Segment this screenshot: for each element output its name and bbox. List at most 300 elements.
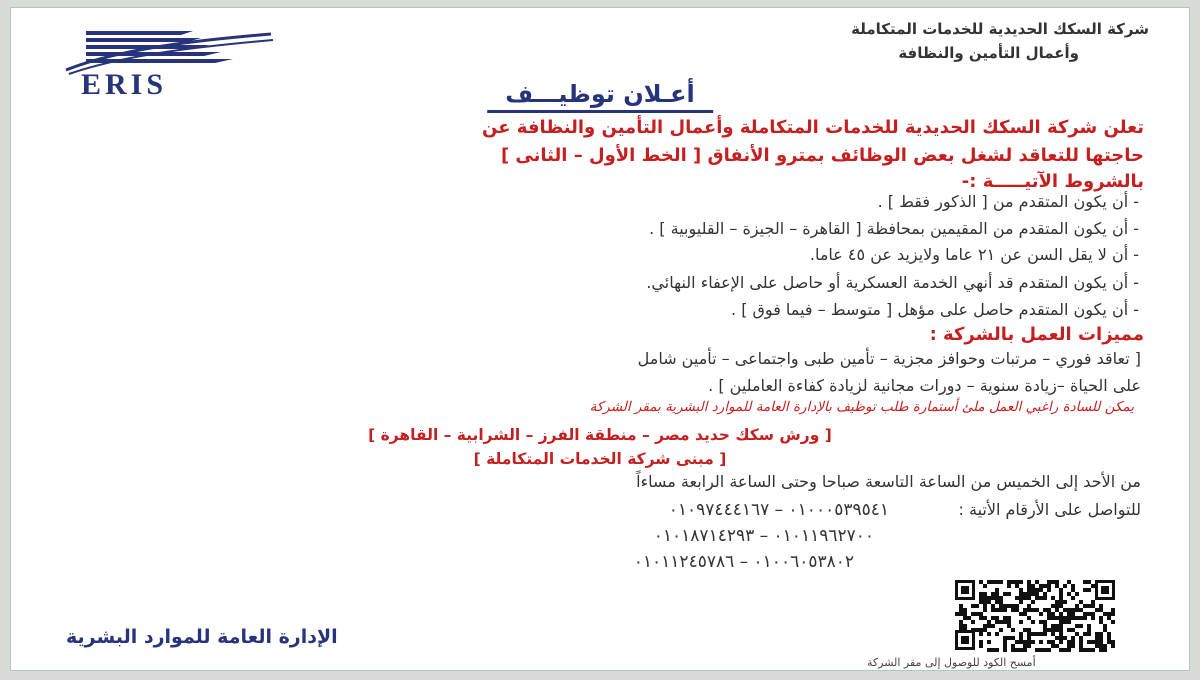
qr-module <box>1019 636 1023 640</box>
qr-module <box>1055 608 1059 612</box>
qr-module <box>1043 584 1047 588</box>
qr-module <box>1071 596 1075 600</box>
qr-module <box>1087 640 1091 644</box>
qr-module <box>1079 624 1083 628</box>
qr-module <box>963 608 967 612</box>
qr-module <box>1019 632 1023 636</box>
qr-module <box>1047 584 1051 588</box>
qr-module <box>1047 580 1051 584</box>
application-locations: [ ورش سكك حديد مصر – منطقة الفرز – الشرابية – القاهرة ] <box>368 426 832 444</box>
qr-module <box>1007 616 1011 620</box>
qr-module <box>1111 640 1115 644</box>
qr-module <box>1055 584 1059 588</box>
qr-module <box>1055 604 1059 608</box>
qr-module <box>1067 616 1071 620</box>
qr-module <box>1107 632 1111 636</box>
qr-module <box>1031 600 1035 604</box>
working-hours: من الأحد إلى الخميس من الساعة التاسعة صباحا وحتى الساعة الرابعة مساءاً <box>636 472 1141 491</box>
qr-module <box>1019 648 1023 652</box>
qr-module <box>1039 612 1043 616</box>
qr-module <box>991 648 995 652</box>
qr-module <box>1051 628 1055 632</box>
qr-module <box>1103 612 1107 616</box>
qr-module <box>1027 640 1031 644</box>
qr-module <box>995 580 999 584</box>
qr-module <box>1083 616 1087 620</box>
qr-module <box>1075 604 1079 608</box>
qr-module <box>1075 632 1079 636</box>
qr-module <box>1043 608 1047 612</box>
qr-module <box>1087 588 1091 592</box>
qr-module <box>1079 608 1083 612</box>
qr-module <box>1011 628 1015 632</box>
qr-module <box>979 600 983 604</box>
qr-module <box>1031 640 1035 644</box>
qr-module <box>1083 648 1087 652</box>
qr-module <box>983 600 987 604</box>
qr-module <box>1027 616 1031 620</box>
qr-module <box>1091 584 1095 588</box>
qr-module <box>999 628 1003 632</box>
qr-module <box>959 620 963 624</box>
qr-module <box>1099 616 1103 620</box>
qr-module <box>1019 620 1023 624</box>
qr-module <box>971 604 975 608</box>
qr-module <box>1019 580 1023 584</box>
qr-module <box>1027 628 1031 632</box>
company-name-line-2: وأعمال التأمين والنظافة <box>898 44 1079 62</box>
qr-module <box>1007 584 1011 588</box>
qr-module <box>1019 596 1023 600</box>
condition-item: - أن يكون المتقدم قد أنهي الخدمة العسكرية أو حاصل على الإعفاء النهائي. <box>646 273 1139 292</box>
qr-module <box>1047 640 1051 644</box>
qr-module <box>991 604 995 608</box>
qr-module <box>1047 588 1051 592</box>
qr-module <box>979 640 983 644</box>
qr-module <box>995 648 999 652</box>
qr-module <box>975 628 979 632</box>
qr-module <box>1059 592 1063 596</box>
qr-module <box>1019 588 1023 592</box>
qr-module <box>1055 628 1059 632</box>
qr-module <box>1067 620 1071 624</box>
qr-module <box>1015 604 1019 608</box>
qr-module <box>1039 596 1043 600</box>
qr-module <box>999 604 1003 608</box>
qr-module <box>1087 628 1091 632</box>
qr-module <box>1051 604 1055 608</box>
qr-module <box>1095 632 1099 636</box>
qr-module <box>1059 616 1063 620</box>
qr-module <box>1091 648 1095 652</box>
qr-module <box>1071 628 1075 632</box>
qr-module <box>1087 648 1091 652</box>
qr-module <box>1103 644 1107 648</box>
company-name-line-1: شركة السكك الحديدية للخدمات المتكاملة <box>851 20 1149 38</box>
qr-module <box>1059 588 1063 592</box>
qr-module <box>1059 600 1063 604</box>
qr-module <box>991 596 995 600</box>
qr-module <box>1027 636 1031 640</box>
qr-module <box>1043 632 1047 636</box>
qr-module <box>1051 632 1055 636</box>
qr-module <box>1031 588 1035 592</box>
qr-module <box>1035 608 1039 612</box>
qr-module <box>983 604 987 608</box>
qr-module <box>1031 620 1035 624</box>
qr-module <box>963 616 967 620</box>
qr-module <box>1059 612 1063 616</box>
qr-module <box>979 628 983 632</box>
qr-module <box>1107 616 1111 620</box>
qr-module <box>1027 592 1031 596</box>
qr-module <box>1103 628 1107 632</box>
qr-module <box>1023 628 1027 632</box>
qr-code[interactable] <box>953 578 1117 652</box>
qr-module <box>1059 648 1063 652</box>
qr-module <box>1091 600 1095 604</box>
qr-module <box>983 616 987 620</box>
qr-module <box>1015 584 1019 588</box>
qr-module <box>1067 648 1071 652</box>
qr-module <box>1043 624 1047 628</box>
qr-module <box>1015 596 1019 600</box>
qr-module <box>1039 620 1043 624</box>
qr-module <box>1079 616 1083 620</box>
qr-module <box>959 612 963 616</box>
announcement-title: أعـلان توظيـــف <box>487 80 713 113</box>
qr-module <box>1015 640 1019 644</box>
qr-module <box>1027 604 1031 608</box>
qr-module <box>1111 620 1115 624</box>
qr-module <box>1079 600 1083 604</box>
qr-module <box>1059 640 1063 644</box>
qr-module <box>1055 624 1059 628</box>
qr-module <box>1079 636 1083 640</box>
qr-module <box>983 628 987 632</box>
application-building: [ مبنى شركة الخدمات المتكاملة ] <box>473 450 727 468</box>
qr-module <box>1047 628 1051 632</box>
qr-module <box>1003 636 1007 640</box>
qr-module <box>1091 612 1095 616</box>
qr-module <box>963 628 967 632</box>
qr-module <box>1067 608 1071 612</box>
qr-module <box>1063 608 1067 612</box>
qr-module <box>1087 604 1091 608</box>
qr-module <box>1075 608 1079 612</box>
condition-item: - أن لا يقل السن عن ٢١ عاما ولايزيد عن ٤٥ عاما. <box>809 245 1139 264</box>
qr-module <box>987 632 991 636</box>
qr-module <box>987 640 991 644</box>
qr-module <box>1099 632 1103 636</box>
qr-module <box>1043 596 1047 600</box>
qr-module <box>1039 640 1043 644</box>
qr-module <box>979 644 983 648</box>
qr-module <box>1051 644 1055 648</box>
qr-module <box>1011 636 1015 640</box>
qr-module <box>1023 608 1027 612</box>
qr-module <box>1043 648 1047 652</box>
qr-module <box>995 608 999 612</box>
qr-module <box>1107 612 1111 616</box>
qr-module <box>983 608 987 612</box>
qr-module <box>1111 608 1115 612</box>
qr-module <box>1039 648 1043 652</box>
qr-module <box>1035 596 1039 600</box>
qr-module <box>1003 592 1007 596</box>
qr-module <box>1067 640 1071 644</box>
qr-module <box>1099 608 1103 612</box>
qr-module <box>1027 584 1031 588</box>
qr-module <box>995 596 999 600</box>
phone-numbers-row: ٠١٠٠٦٠٥٣٨٠٢ – ٠١٠١١٢٤٥٧٨٦ <box>633 552 854 572</box>
qr-module <box>1075 624 1079 628</box>
condition-item: - أن يكون المتقدم من المقيمين بمحافظة [ القاهرة – الجيزة – القليوبية ] . <box>649 219 1139 238</box>
qr-module <box>1035 588 1039 592</box>
qr-module <box>1087 624 1091 628</box>
qr-module <box>1099 620 1103 624</box>
qr-module <box>1011 604 1015 608</box>
qr-module <box>1031 632 1035 636</box>
qr-module <box>1003 644 1007 648</box>
qr-module <box>959 628 963 632</box>
qr-module <box>1019 640 1023 644</box>
benefits-heading: مميزات العمل بالشركة : <box>929 324 1144 345</box>
qr-module <box>1059 632 1063 636</box>
qr-module <box>1059 624 1063 628</box>
qr-module <box>1083 632 1087 636</box>
qr-module <box>1003 608 1007 612</box>
qr-module <box>975 604 979 608</box>
qr-module <box>995 620 999 624</box>
qr-module <box>987 620 991 624</box>
qr-caption: أمسح الكود للوصول إلى مقر الشركة <box>867 656 1036 669</box>
qr-module <box>1011 580 1015 584</box>
benefits-line-2: على الحياة –زيادة سنوية – دورات مجانية لزيادة كفاءة العاملين ] . <box>708 376 1141 395</box>
condition-item: - أن يكون المتقدم حاصل على مؤهل [ متوسط – فيما فوق ] . <box>731 300 1139 319</box>
qr-module <box>1035 580 1039 584</box>
qr-module <box>1051 640 1055 644</box>
qr-module <box>1107 636 1111 640</box>
qr-module <box>1023 596 1027 600</box>
qr-module <box>1067 592 1071 596</box>
qr-module <box>1023 644 1027 648</box>
qr-module <box>991 608 995 612</box>
qr-module <box>1099 644 1103 648</box>
qr-module <box>1071 588 1075 592</box>
qr-module <box>1035 648 1039 652</box>
qr-module <box>1067 628 1071 632</box>
qr-module <box>999 596 1003 600</box>
qr-module <box>1063 648 1067 652</box>
qr-module <box>991 616 995 620</box>
qr-module <box>999 600 1003 604</box>
qr-module <box>1071 636 1075 640</box>
qr-module <box>1087 612 1091 616</box>
qr-module <box>963 624 967 628</box>
eris-logo <box>61 26 293 98</box>
qr-module <box>1011 608 1015 612</box>
qr-module <box>1055 616 1059 620</box>
qr-module <box>987 648 991 652</box>
qr-module <box>999 580 1003 584</box>
qr-module <box>1075 616 1079 620</box>
qr-module <box>1055 644 1059 648</box>
qr-module <box>995 588 999 592</box>
qr-module <box>959 608 963 612</box>
intro-line-2: حاجتها للتعاقد لشغل بعض الوظائف بمترو الأنفاق [ الخط الأول – الثانى ] <box>500 145 1144 166</box>
qr-module <box>983 592 987 596</box>
application-note: يمكن للسادة راغبي العمل ملئ أستمارة طلب توظيف بالإدارة العامة للموارد البشرية بمقر الشركة <box>589 399 1134 415</box>
qr-module <box>1015 648 1019 652</box>
qr-module <box>959 604 963 608</box>
qr-module <box>1039 588 1043 592</box>
qr-module <box>959 624 963 628</box>
qr-module <box>1011 644 1015 648</box>
benefits-line-1: [ تعاقد فوري – مرتبات وحوافز مجزية – تأمين طبى واجتماعى – تأمين شامل <box>637 349 1141 368</box>
qr-module <box>1055 580 1059 584</box>
qr-module <box>1031 584 1035 588</box>
qr-module <box>1019 612 1023 616</box>
qr-module <box>971 612 975 616</box>
qr-module <box>1027 632 1031 636</box>
qr-module <box>1083 612 1087 616</box>
qr-module <box>967 616 971 620</box>
qr-module <box>1099 604 1103 608</box>
qr-module <box>1007 620 1011 624</box>
qr-module <box>1079 644 1083 648</box>
qr-module <box>1055 600 1059 604</box>
qr-module <box>995 632 999 636</box>
qr-module <box>1019 592 1023 596</box>
qr-module <box>1079 640 1083 644</box>
qr-module <box>1003 640 1007 644</box>
qr-module <box>983 584 987 588</box>
qr-module <box>1095 640 1099 644</box>
qr-module <box>1043 620 1047 624</box>
qr-module <box>987 600 991 604</box>
qr-module <box>1063 600 1067 604</box>
qr-module <box>1027 596 1031 600</box>
qr-module <box>1067 580 1071 584</box>
qr-module <box>979 612 983 616</box>
qr-module <box>1047 648 1051 652</box>
qr-module <box>1059 628 1063 632</box>
qr-module <box>1099 636 1103 640</box>
qr-module <box>1035 632 1039 636</box>
qr-module <box>971 620 975 624</box>
qr-module <box>1067 644 1071 648</box>
qr-module <box>1083 588 1087 592</box>
qr-module <box>1043 628 1047 632</box>
qr-module <box>1019 600 1023 604</box>
qr-module <box>1087 580 1091 584</box>
qr-module <box>1051 616 1055 620</box>
contact-label: للتواصل على الأرقام الأتية : <box>958 500 1141 519</box>
qr-module <box>1027 608 1031 612</box>
qr-module <box>987 624 991 628</box>
qr-module <box>1091 604 1095 608</box>
qr-module <box>979 592 983 596</box>
qr-module <box>1095 644 1099 648</box>
qr-module <box>999 620 1003 624</box>
qr-module <box>1059 636 1063 640</box>
qr-module <box>1027 580 1031 584</box>
qr-module <box>1031 592 1035 596</box>
qr-module <box>991 592 995 596</box>
qr-module <box>1011 648 1015 652</box>
qr-module <box>955 612 959 616</box>
qr-module <box>1007 580 1011 584</box>
qr-module <box>1091 616 1095 620</box>
qr-module <box>1043 592 1047 596</box>
phone-numbers-row: ٠١٠١١٩٦٢٧٠٠ – ٠١٠١٨٧١٤٢٩٣ <box>653 526 874 546</box>
intro-line-1: تعلن شركة السكك الحديدية للخدمات المتكاملة وأعمال التأمين والنظافة عن <box>482 117 1144 138</box>
qr-module <box>1007 624 1011 628</box>
qr-module <box>983 624 987 628</box>
qr-module <box>1003 604 1007 608</box>
qr-module <box>1111 612 1115 616</box>
qr-module <box>963 612 967 616</box>
qr-module <box>991 624 995 628</box>
qr-module <box>1003 648 1007 652</box>
qr-module <box>1095 636 1099 640</box>
qr-module <box>1007 604 1011 608</box>
qr-module <box>979 616 983 620</box>
qr-module <box>1023 612 1027 616</box>
qr-module <box>1003 616 1007 620</box>
qr-module <box>971 628 975 632</box>
qr-module <box>995 600 999 604</box>
qr-module <box>1063 620 1067 624</box>
qr-module <box>1039 632 1043 636</box>
qr-module <box>1071 640 1075 644</box>
logo-text: ERIS <box>81 68 168 98</box>
qr-module <box>1059 604 1063 608</box>
hr-department-signature: الإدارة العامة للموارد البشرية <box>66 626 338 648</box>
qr-module <box>995 592 999 596</box>
qr-module <box>1071 612 1075 616</box>
qr-module <box>1051 624 1055 628</box>
qr-module <box>1071 608 1075 612</box>
qr-module <box>1027 644 1031 648</box>
qr-module <box>1071 584 1075 588</box>
qr-module <box>1095 608 1099 612</box>
qr-module <box>991 580 995 584</box>
qr-module <box>1003 620 1007 624</box>
qr-module <box>1031 608 1035 612</box>
qr-module <box>1059 620 1063 624</box>
qr-module <box>1039 584 1043 588</box>
qr-module <box>1063 636 1067 640</box>
qr-module <box>1047 616 1051 620</box>
qr-module <box>979 596 983 600</box>
qr-module <box>1027 588 1031 592</box>
qr-module <box>1083 604 1087 608</box>
qr-module <box>1063 616 1067 620</box>
qr-module <box>1099 640 1103 644</box>
qr-module <box>987 580 991 584</box>
qr-module <box>1051 580 1055 584</box>
conditions-heading: بالشروط الآتيـــــة :- <box>961 171 1144 192</box>
qr-module <box>1023 592 1027 596</box>
qr-module <box>1111 644 1115 648</box>
qr-module <box>1107 640 1111 644</box>
phone-numbers-row: ٠١٠٠٠٥٣٩٥٤١ – ٠١٠٩٧٤٤٤١٦٧ <box>668 500 889 520</box>
qr-module <box>1103 648 1107 652</box>
qr-module <box>1023 648 1027 652</box>
qr-module <box>1083 580 1087 584</box>
